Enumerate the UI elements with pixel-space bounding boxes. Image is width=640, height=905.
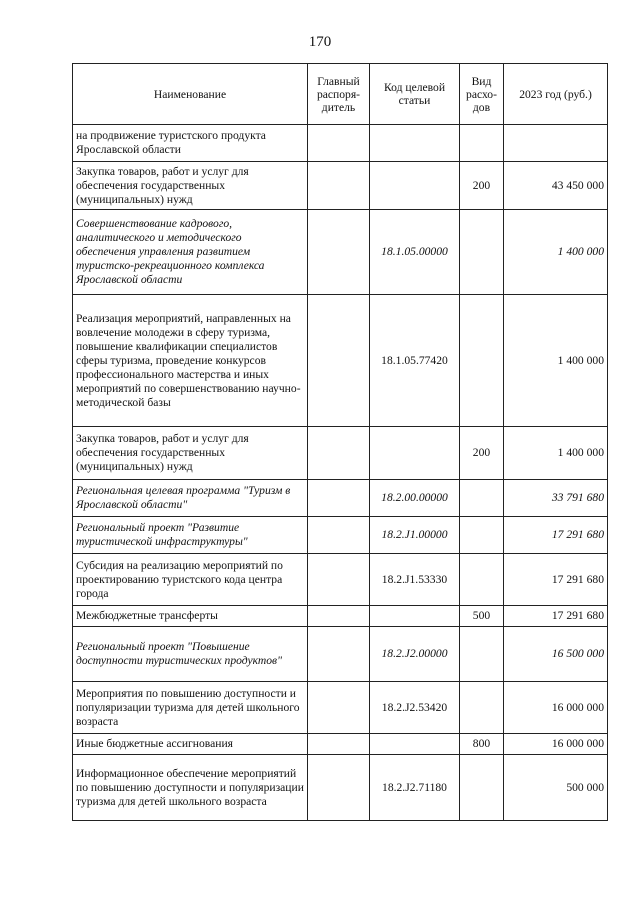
table-row [73,627,608,682]
row-expense-type-cell: 200 [460,427,504,480]
row-target-code-cell: 18.2.J2.00000 [370,627,460,682]
row-expense-type-cell: 500 [460,606,504,627]
table-row [73,427,608,480]
header-name: Наименование [73,64,308,125]
row-amount-cell: 1 400 000 [504,427,608,480]
row-main-manager-cell [308,755,370,821]
row-target-code-cell [370,125,460,162]
row-name-cell: Региональный проект "Развитие туристической инфраструктуры" [73,517,308,554]
table-row [73,295,608,427]
table-row [73,554,608,606]
row-expense-type-cell [460,480,504,517]
row-target-code-cell: 18.2.J2.53420 [370,682,460,734]
row-name-cell: Совершенствование кадрового, аналитического и методического обеспечения управления развитием туристско-рекреационного комплекса Ярославской области [73,210,308,295]
row-expense-type-cell [460,210,504,295]
row-amount-cell: 17 291 680 [504,554,608,606]
row-amount-cell: 16 000 000 [504,682,608,734]
row-amount-cell: 17 291 680 [504,606,608,627]
table-row [73,480,608,517]
row-amount-cell: 43 450 000 [504,162,608,210]
budget-table [72,63,608,821]
row-name-cell: Мероприятия по повышению доступности и популяризации туризма для детей школьного возраста [73,682,308,734]
row-expense-type-cell: 800 [460,734,504,755]
row-main-manager-cell [308,162,370,210]
table-row [73,210,608,295]
table-row [73,606,608,627]
row-expense-type-cell [460,682,504,734]
row-expense-type-cell [460,125,504,162]
table-row [73,755,608,821]
row-main-manager-cell [308,295,370,427]
row-amount-cell: 17 291 680 [504,517,608,554]
row-expense-type-cell [460,755,504,821]
table-row [73,682,608,734]
row-name-cell: Субсидия на реализацию мероприятий по проектированию туристского кода центра города [73,554,308,606]
row-amount-cell: 1 400 000 [504,210,608,295]
row-target-code-cell: 18.2.J1.00000 [370,517,460,554]
row-amount-cell [504,125,608,162]
row-amount-cell: 33 791 680 [504,480,608,517]
header-main-manager: Главный распоря-дитель [308,64,370,125]
row-expense-type-cell: 200 [460,162,504,210]
row-main-manager-cell [308,734,370,755]
row-expense-type-cell [460,627,504,682]
row-name-cell: на продвижение туристского продукта Ярославской области [73,125,308,162]
row-target-code-cell [370,734,460,755]
row-name-cell: Реализация мероприятий, направленных на вовлечение молодежи в сферу туризма, повышение квалификации специалистов сферы туризма, проведение конкурсов профессионального мастерства и иных мероприятий по совершенствованию научно-методической базы [73,295,308,427]
row-target-code-cell: 18.1.05.00000 [370,210,460,295]
table-header-row [73,64,608,125]
row-main-manager-cell [308,606,370,627]
row-main-manager-cell [308,480,370,517]
row-amount-cell: 1 400 000 [504,295,608,427]
header-expense-type: Вид расхо-дов [460,64,504,125]
row-target-code-cell [370,162,460,210]
header-target-code: Код целевой статьи [370,64,460,125]
row-name-cell: Региональная целевая программа "Туризм в Ярославской области" [73,480,308,517]
row-expense-type-cell [460,295,504,427]
row-name-cell: Закупка товаров, работ и услуг для обеспечения государственных (муниципальных) нужд [73,162,308,210]
row-expense-type-cell [460,554,504,606]
row-amount-cell: 16 000 000 [504,734,608,755]
row-target-code-cell: 18.2.00.00000 [370,480,460,517]
row-name-cell: Иные бюджетные ассигнования [73,734,308,755]
table-row [73,162,608,210]
row-expense-type-cell [460,517,504,554]
row-name-cell: Региональный проект "Повышение доступности туристических продуктов" [73,627,308,682]
row-target-code-cell [370,606,460,627]
table-row [73,125,608,162]
header-year: 2023 год (руб.) [504,64,608,125]
row-target-code-cell: 18.1.05.77420 [370,295,460,427]
row-name-cell: Межбюджетные трансферты [73,606,308,627]
row-amount-cell: 500 000 [504,755,608,821]
row-name-cell: Закупка товаров, работ и услуг для обеспечения государственных (муниципальных) нужд [73,427,308,480]
table-row [73,517,608,554]
page-number: 170 [308,34,332,50]
row-main-manager-cell [308,554,370,606]
table-row [73,734,608,755]
row-target-code-cell: 18.2.J1.53330 [370,554,460,606]
row-main-manager-cell [308,627,370,682]
row-main-manager-cell [308,682,370,734]
row-target-code-cell: 18.2.J2.71180 [370,755,460,821]
row-amount-cell: 16 500 000 [504,627,608,682]
row-name-cell: Информационное обеспечение мероприятий по повышению доступности и популяризации туризма для детей школьного возраста [73,755,308,821]
row-target-code-cell [370,427,460,480]
row-main-manager-cell [308,125,370,162]
row-main-manager-cell [308,210,370,295]
row-main-manager-cell [308,517,370,554]
row-main-manager-cell [308,427,370,480]
